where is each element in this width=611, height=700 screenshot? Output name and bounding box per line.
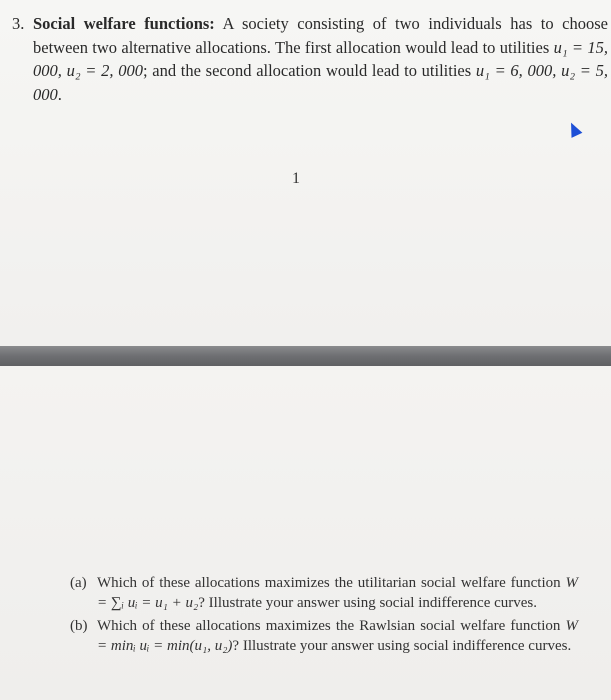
subpart-text: ? Illustrate your answer using social indifference curves.	[232, 637, 572, 654]
subpart-a	[70, 574, 578, 613]
problem-text	[33, 12, 608, 106]
allocation-2-utilities: u₁ = 6, 000, u₂ = 5, 000	[33, 61, 608, 104]
allocation-1-utilities: u₁ = 15, 000, u₂ = 2, 000	[33, 37, 608, 80]
subpart-b	[70, 617, 578, 656]
problem-3	[12, 12, 608, 106]
page-number: 1	[292, 170, 300, 187]
page-divider	[0, 346, 611, 366]
subpart-text: Which of these allocations maximizes the utilitarian social welfare function	[97, 575, 566, 591]
problem-number: 3.	[12, 14, 25, 33]
problem-heading: Social welfare functions:	[33, 14, 215, 33]
rawlsian-formula: W = minᵢ uᵢ = min(u₁, u₂)	[97, 618, 578, 654]
utilitarian-formula: W = ∑ᵢ uᵢ = u₁ + u₂	[97, 575, 578, 611]
problem-intro: A society consisting of two individuals has to choose between two alternative allocations. The first allocation would lead to utilities	[33, 14, 608, 57]
subpart-text: Which of these allocations maximizes the Rawlsian social welfare function	[97, 618, 566, 634]
subpart-label: (a)	[70, 575, 87, 591]
subpart-label: (b)	[70, 618, 88, 634]
subpart-text: ? Illustrate your answer using social indifference curves.	[198, 594, 538, 611]
problem-end: .	[57, 84, 62, 104]
problem-mid: ; and the second allocation would lead to utilities	[142, 61, 476, 80]
subparts-list	[70, 574, 578, 660]
